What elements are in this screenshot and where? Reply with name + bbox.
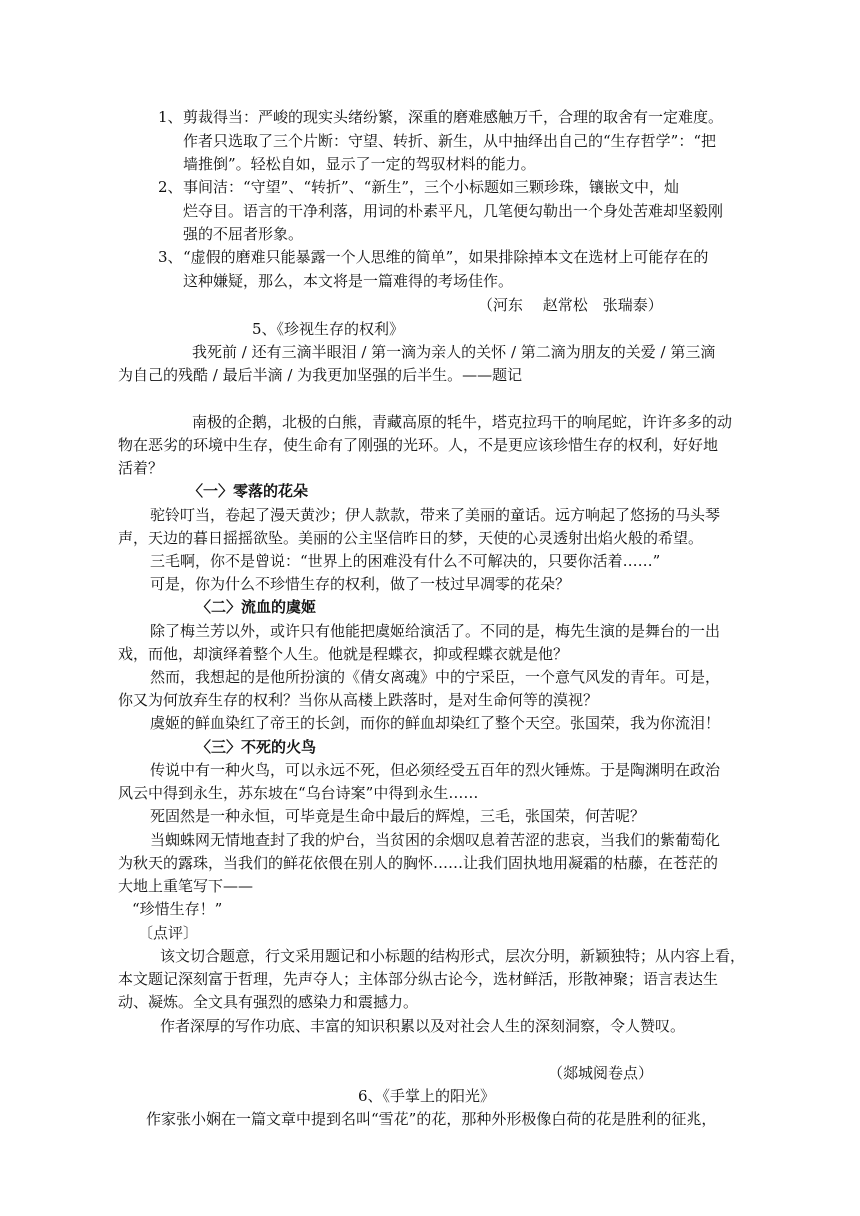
section-heading: 〈一〉零落的花朵	[188, 482, 309, 500]
review-line: 本文题记深刻富于哲理，先声夺人；主体部分纵古论今，选材鲜活，形散神聚；语言表达生	[118, 970, 719, 988]
list-item-line: 这种嫌疑，那么，本文将是一篇难得的考场佳作。	[183, 272, 514, 290]
essay-title: 6、《手掌上的阳光》	[358, 1087, 496, 1105]
paragraph-line: 为秋天的露珠，当我们的鲜花依偎在别人的胸怀……让我们固执地用凝霜的枯藤，在苍茫的	[118, 854, 719, 872]
paragraph-line: 风云中得到永生，苏东坡在“乌台诗案”中得到永生……	[118, 784, 479, 802]
paragraph-line: 可是，你为什么不珍惜生存的权利，做了一枝过早凋零的花朵？	[150, 575, 571, 593]
review-line: 该文切合题意，行文采用题记和小标题的结构形式，层次分明，新颖独特；从内容上看，	[160, 947, 746, 965]
attribution: （郯城阅卷点）	[548, 1064, 654, 1082]
paragraph-line: 活着？	[118, 459, 164, 477]
paragraph-line: 物在恶劣的环境中生存，使生命有了刚强的光环。人，不是更应该珍惜生存的权利，好好地	[118, 436, 719, 454]
list-item-line: 强的不屈者形象。	[183, 225, 304, 243]
paragraph-line: 死固然是一种永恒，可毕竟是生命中最后的辉煌，三毛，张国荣，何苦呢？	[150, 807, 646, 825]
paragraph-line: 三毛啊，你不是曾说：“世界上的困难没有什么不可解决的，只要你活着……”	[150, 552, 661, 570]
review-line: 作者深厚的写作功底、丰富的知识积累以及对社会人生的深刻洞察，令人赞叹。	[160, 1017, 686, 1035]
paragraph-line: 声，天边的暮日摇摇欲坠。美丽的公主坚信昨日的梦，天使的心灵透射出焰火般的希望。	[118, 529, 704, 547]
paragraph-line: 南极的企鹅，北极的白熊，青藏高原的牦牛，塔克拉玛干的响尾蛇，许许多多的动	[192, 413, 733, 431]
paragraph-line: 大地上重笔写下——	[118, 877, 254, 895]
review-line: 动、凝炼。全文具有强烈的感染力和震撼力。	[118, 993, 419, 1011]
attribution: （河东 赵常松 张瑞泰）	[478, 296, 663, 314]
paragraph-line: 除了梅兰芳以外，或许只有他能把虞姬给演活了。不同的是，梅先生演的是舞台的一出	[150, 622, 721, 640]
paragraph-line: 虞姬的鲜血染红了帝王的长剑，而你的鲜血却染红了整个天空。张国荣，我为你流泪！	[150, 714, 721, 732]
paragraph-line: 驼铃叮当，卷起了漫天黄沙；伊人款款，带来了美丽的童话。远方响起了悠扬的马头琴	[150, 506, 721, 524]
paragraph-line: 当蜘蛛网无情地查封了我的炉台，当贫困的余烟叹息着苦涩的悲哀，当我们的紫葡萄化	[150, 831, 721, 849]
list-item-line: 作者只选取了三个片断：守望、转折、新生，从中抽绎出自己的“生存哲学”：“把	[183, 132, 717, 150]
section-heading: 〈三〉不死的火鸟	[196, 738, 317, 756]
list-number: 1、	[158, 108, 183, 126]
paragraph-line: 传说中有一种火鸟，可以永远不死，但必须经受五百年的烈火锤炼。于是陶渊明在政治	[150, 761, 721, 779]
list-item-line: “虚假的磨难只能暴露一个人思维的简单”，如果排除掉本文在选材上可能存在的	[183, 248, 709, 266]
section-heading: 〈二〉流血的虞姬	[196, 598, 317, 616]
list-item-line: 烂夺目。语言的干净利落，用词的朴素平凡，几笔便勾勒出一个身处苦难却坚毅刚	[183, 202, 724, 220]
list-item-line: 事间洁：“守望”、“转折”、“新生”，三个小标题如三颗珍珠，镶嵌文中，灿	[183, 178, 680, 196]
epigraph-line: 我死前 / 还有三滴半眼泪 / 第一滴为亲人的关怀 / 第二滴为朋友的关爱 / 第三滴	[192, 343, 716, 361]
list-number: 3、	[158, 248, 183, 266]
paragraph-line: 你又为何放弃生存的权利？当你从高楼上跌落时，是对生命何等的漠视？	[118, 691, 599, 709]
list-number: 2、	[158, 178, 183, 196]
paragraph-line: 戏，而他，却演绎着整个人生。他就是程蝶衣，抑或程蝶衣就是他？	[118, 645, 569, 663]
paragraph-line: 然而，我想起的是他所扮演的《倩女离魂》中的宁采臣，一个意气风发的青年。可是，	[150, 668, 721, 686]
epigraph-line: 为自己的残酷 / 最后半滴 / 为我更加坚强的后半生。——题记	[118, 366, 523, 384]
list-item-line: 墙推倒”。轻松自如，显示了一定的驾驭材料的能力。	[183, 155, 536, 173]
paragraph-line: “珍惜生存！”	[132, 900, 223, 918]
list-item-line: 剪裁得当：严峻的现实头绪纷繁，深重的磨难感触万千，合理的取舍有一定难度。	[183, 108, 724, 126]
paragraph-line: 作家张小娴在一篇文章中提到名叫“雪花”的花，那种外形极像白荷的花是胜利的征兆，	[146, 1110, 717, 1128]
essay-title: 5、《珍视生存的权利》	[252, 320, 405, 338]
review-label: 〔点评〕	[138, 924, 199, 942]
